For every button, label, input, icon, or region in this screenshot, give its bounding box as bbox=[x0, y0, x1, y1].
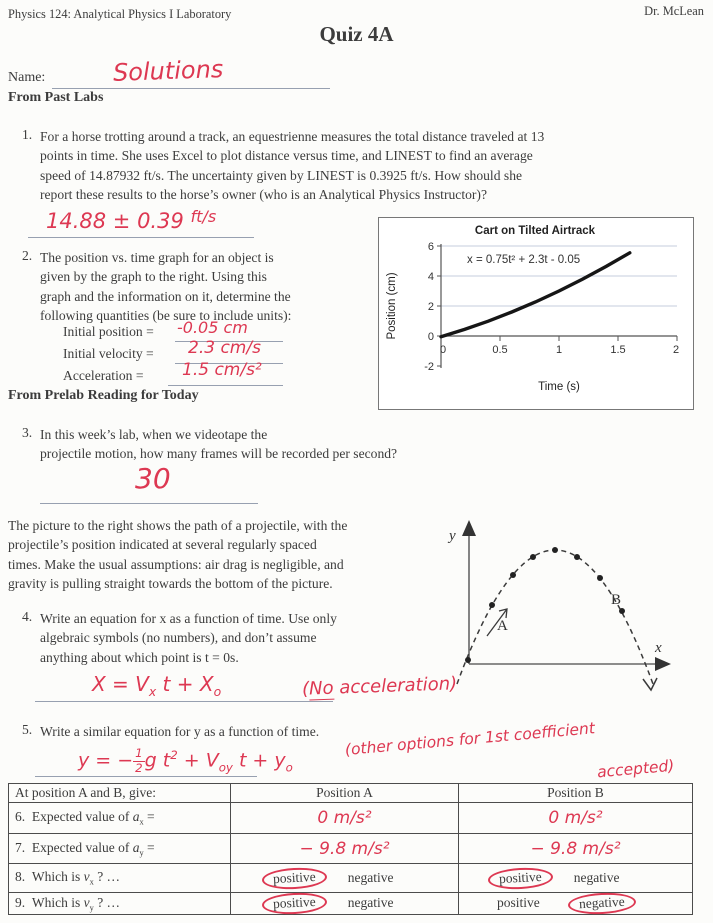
q5-handwritten-note-line1: (other options for 1st coefficient bbox=[344, 719, 596, 759]
q4-handwritten-note bbox=[302, 673, 458, 699]
table-header-give: At position A and B, give: bbox=[9, 784, 231, 803]
diagram-point-a-label: A bbox=[497, 618, 508, 634]
intro-line: times. Make the usual assumptions: air drag is negligible, and bbox=[8, 556, 344, 572]
q5-frac-numerator: 1 bbox=[135, 746, 143, 760]
y-tick-label: 0 bbox=[427, 331, 434, 343]
q2-blank-acceleration bbox=[168, 385, 283, 386]
row8-a-negative: negative bbox=[347, 869, 394, 885]
chart-x-axis-label: Time (s) bbox=[538, 381, 580, 393]
table-header-position-a: Position A bbox=[231, 784, 459, 803]
row6-answer-b-value: 0 m/s² bbox=[548, 808, 603, 828]
position-dot bbox=[552, 547, 558, 553]
q2-line: given by the graph to the right. Using this bbox=[40, 269, 267, 285]
q5-blank-line bbox=[35, 776, 257, 777]
instructor-name: Dr. McLean bbox=[644, 4, 704, 18]
position-dot bbox=[574, 554, 580, 560]
q1-number: 1. bbox=[22, 127, 33, 142]
row6-answer-b bbox=[459, 803, 693, 834]
x-axis-arrowhead bbox=[655, 657, 671, 671]
q5-eq-sup: 2 bbox=[170, 748, 178, 763]
q2-line: graph and the information on it, determine the bbox=[40, 288, 291, 304]
q2-answer-initial-velocity: 2.3 cm/s bbox=[188, 338, 261, 358]
row9-b-negative-circled: negative bbox=[567, 891, 636, 916]
q3-text bbox=[40, 425, 600, 464]
q1-blank-line bbox=[28, 237, 254, 238]
intro-line: The picture to the right shows the path of a projectile, with the bbox=[8, 518, 348, 533]
q3-blank-line bbox=[40, 503, 258, 504]
q5-eq-part: t + y bbox=[232, 749, 286, 772]
q2-field-label-initial-position: Initial position = bbox=[63, 324, 154, 339]
row9-variable-sub: y bbox=[89, 903, 94, 913]
q2-text bbox=[40, 248, 380, 326]
table-row-ax bbox=[9, 803, 693, 834]
x-tick-label: 0 bbox=[439, 344, 447, 356]
name-blank-line bbox=[52, 88, 330, 89]
q2-answer-initial-position: -0.05 cm bbox=[177, 318, 248, 337]
q1-answer-value: 14.88 ± 0.39 bbox=[46, 209, 184, 233]
y-tick-label: 6 bbox=[427, 241, 434, 253]
table-row-ay bbox=[9, 834, 693, 864]
section-heading-prelab: From Prelab Reading for Today bbox=[8, 388, 199, 403]
q4-note-part: acceleration) bbox=[333, 673, 458, 699]
row7-label-text: Expected value of bbox=[31, 839, 133, 855]
row9-options-a bbox=[231, 893, 459, 915]
q4-eq-part: X = V bbox=[92, 672, 149, 696]
q4-note-underlined: No bbox=[308, 677, 334, 700]
table-row-vy bbox=[9, 893, 693, 915]
row6-label-text: Expected value of bbox=[31, 809, 133, 825]
row6-label bbox=[9, 803, 231, 834]
diagram-point-b-label: B bbox=[611, 592, 622, 608]
q5-eq-part: g t bbox=[144, 749, 171, 772]
position-time-chart bbox=[379, 218, 691, 407]
row9-a-negative: negative bbox=[347, 895, 394, 910]
q1-line: For a horse trotting around a track, an equestrienne measures the total distance traveled at 13 bbox=[40, 129, 545, 144]
course-header: Physics 124: Analytical Physics I Laboratory bbox=[8, 7, 232, 21]
q4-line: Write an equation for x as a function of time. Use only bbox=[40, 611, 337, 626]
q2-field-label-acceleration: Acceleration = bbox=[63, 368, 144, 383]
q4-eq-part: t + X bbox=[156, 672, 214, 696]
projectile-diagram-svg bbox=[437, 512, 712, 702]
name-handwritten-answer: Solutions bbox=[112, 55, 224, 87]
table-header-position-b: Position B bbox=[459, 784, 693, 803]
q2-line: following quantities (be sure to include units): bbox=[40, 308, 292, 324]
position-dot bbox=[510, 572, 516, 578]
row8-a-positive-circled: positive bbox=[261, 866, 327, 890]
q5-number: 5. bbox=[22, 722, 33, 737]
row8-variable-sub: x bbox=[89, 877, 94, 887]
position-dot bbox=[465, 657, 471, 663]
q4-line: anything about which point is t = 0s. bbox=[40, 649, 239, 665]
section-heading-past-labs: From Past Labs bbox=[8, 90, 104, 105]
row9-variable: v bbox=[83, 894, 90, 910]
table-row-vx bbox=[9, 864, 693, 893]
row8-label-text: ? … bbox=[93, 869, 121, 885]
row7-answer-b-value: − 9.8 m/s² bbox=[530, 838, 621, 859]
answer-table bbox=[8, 783, 693, 915]
row6-answer-a bbox=[231, 803, 459, 834]
diagram-y-label: y bbox=[449, 528, 456, 544]
row9-label bbox=[9, 893, 231, 915]
q4-blank-line bbox=[35, 701, 333, 702]
q3-line: projectile motion, how many frames will be recorded per second? bbox=[40, 446, 398, 462]
q2-line: The position vs. time graph for an object is bbox=[40, 250, 274, 265]
row8-label bbox=[9, 864, 231, 893]
q1-answer-units: ft/s bbox=[190, 207, 217, 226]
row8-number: 8. bbox=[15, 869, 26, 885]
position-dot bbox=[619, 608, 625, 614]
position-dot bbox=[489, 602, 495, 608]
q5-eq-part: y = − bbox=[78, 749, 134, 772]
q4-eq-sub: o bbox=[213, 684, 222, 699]
chart-equation-annotation: x = 0.75t² + 2.3t - 0.05 bbox=[467, 254, 581, 266]
row6-variable-sub: x bbox=[139, 817, 144, 827]
q1-text bbox=[40, 127, 705, 205]
q5-handwritten-equation bbox=[78, 748, 293, 775]
x-tick-label: 0.5 bbox=[492, 344, 508, 356]
q5-text: Write a similar equation for y as a function of time. bbox=[40, 724, 320, 739]
row6-variable: a bbox=[132, 809, 140, 825]
position-dot bbox=[597, 575, 603, 581]
row6-number: 6. bbox=[15, 809, 26, 825]
name-label: Name: bbox=[8, 70, 46, 85]
projectile-diagram bbox=[437, 512, 712, 702]
q1-line: points in time. She uses Excel to plot distance versus time, and LINEST to find an average bbox=[40, 148, 533, 164]
q4-text bbox=[40, 609, 460, 667]
q4-number: 4. bbox=[22, 609, 33, 624]
intro-line: projectile’s position indicated at several regularly spaced bbox=[8, 537, 317, 553]
q5-frac-denominator: 2 bbox=[135, 760, 143, 775]
path-arrowhead bbox=[643, 678, 657, 690]
q4-note-part: ( bbox=[301, 678, 310, 700]
q1-line: speed of 14.87932 ft/s. The uncertainty given by LINEST is 0.3925 ft/s. How should she bbox=[40, 167, 523, 183]
row8-label-text: Which is bbox=[31, 869, 84, 885]
q2-number: 2. bbox=[22, 248, 33, 263]
chart-frame bbox=[378, 217, 694, 410]
row9-label-text: Which is bbox=[31, 894, 84, 910]
q4-line: algebraic symbols (no numbers), and don’t assume bbox=[40, 630, 317, 646]
row7-variable: a bbox=[132, 839, 140, 855]
row9-options-b bbox=[459, 893, 693, 915]
row7-label-text: = bbox=[143, 839, 155, 855]
row6-label-text: = bbox=[143, 809, 155, 825]
row6-answer-a-value: 0 m/s² bbox=[317, 808, 372, 828]
x-tick-label: 1.5 bbox=[610, 344, 626, 356]
row8-b-negative: negative bbox=[573, 869, 620, 885]
q5-eq-part: + V bbox=[177, 749, 219, 772]
q2-field-label-initial-velocity: Initial velocity = bbox=[63, 346, 154, 361]
q5-handwritten-note-line2: accepted) bbox=[596, 756, 676, 782]
q2-answer-acceleration: 1.5 cm/s² bbox=[182, 360, 262, 380]
y-tick-label: 4 bbox=[427, 271, 434, 283]
q3-number: 3. bbox=[22, 425, 33, 440]
q5-eq-fraction bbox=[133, 748, 145, 775]
diagram-x-label: x bbox=[655, 640, 662, 656]
q1-line: report these results to the horse’s owner (who is an Analytical Physics Instructor)? bbox=[40, 187, 487, 203]
row7-answer-a-value: − 9.8 m/s² bbox=[299, 838, 390, 859]
projectile-intro-text bbox=[8, 516, 458, 594]
q3-handwritten-answer: 30 bbox=[135, 462, 171, 495]
row7-number: 7. bbox=[15, 839, 26, 855]
y-tick-label: -2 bbox=[424, 361, 434, 373]
q5-eq-sub: o bbox=[285, 760, 293, 775]
row8-b-positive-circled: positive bbox=[487, 866, 553, 890]
y-axis-arrowhead bbox=[462, 520, 476, 536]
x-tick-label: 1 bbox=[555, 344, 563, 356]
row9-number: 9. bbox=[15, 894, 26, 910]
chart-y-axis-label: Position (cm) bbox=[386, 272, 398, 340]
row7-variable-sub: y bbox=[139, 848, 144, 858]
table-header-row bbox=[9, 784, 693, 803]
row7-answer-b bbox=[459, 834, 693, 864]
row7-answer-a bbox=[231, 834, 459, 864]
row8-options-a bbox=[231, 864, 459, 893]
row9-b-positive: positive bbox=[497, 895, 540, 910]
chart-title: Cart on Tilted Airtrack bbox=[474, 225, 596, 237]
q4-eq-sub: x bbox=[148, 684, 157, 699]
q1-handwritten-answer bbox=[46, 207, 216, 233]
row8-options-b bbox=[459, 864, 693, 893]
q4-handwritten-equation bbox=[92, 672, 221, 699]
row7-label bbox=[9, 834, 231, 864]
row8-variable: v bbox=[83, 869, 90, 885]
x-tick-label: 2 bbox=[672, 344, 680, 356]
intro-line: gravity is pulling straight towards the bottom of the picture. bbox=[8, 576, 333, 592]
page-title: Quiz 4A bbox=[319, 22, 394, 46]
y-tick-label: 2 bbox=[427, 301, 434, 313]
q5-eq-sub: oy bbox=[218, 760, 233, 775]
position-dot bbox=[530, 554, 536, 560]
row9-label-text: ? … bbox=[93, 894, 121, 910]
row9-a-positive-circled: positive bbox=[261, 891, 327, 915]
q3-line: In this week’s lab, when we videotape the bbox=[40, 427, 268, 442]
